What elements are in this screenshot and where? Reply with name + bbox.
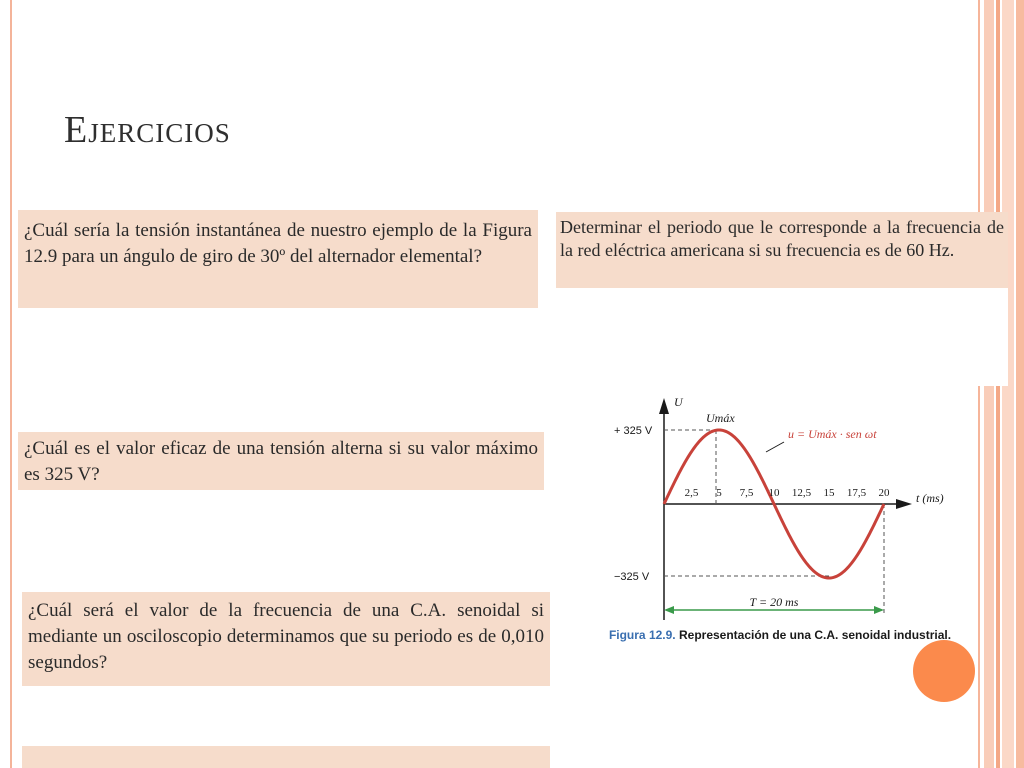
answer-space-4 (22, 686, 550, 746)
question-text: Determinar el periodo que le corresponde a la frecuencia de la red eléctrica americana si su frecuencia es de 60 Hz. (560, 217, 1004, 260)
answer-space-1 (18, 308, 538, 386)
decor-circle (913, 640, 975, 702)
x-tick-label: 20 (878, 487, 890, 499)
question-card-2 (556, 212, 1008, 288)
x-tick-label: 5 (716, 487, 722, 499)
question-card-4 (22, 592, 550, 686)
period-label: T = 20 ms (749, 595, 799, 609)
answer-space-2 (556, 288, 1008, 386)
x-tick-label: 17,5 (846, 487, 867, 499)
formula-pointer (766, 442, 784, 452)
figure-caption (600, 628, 960, 643)
y-axis-arrow (659, 398, 669, 414)
y-axis-label: U (674, 395, 683, 409)
period-arrow-right (874, 606, 884, 614)
question-text: ¿Cuál será el valor de la frecuencia de una C.A. senoidal si mediante un osciloscopio determinamos que su periodo es de 0,010 segundos? (28, 600, 544, 673)
question-text: ¿Cuál sería la tensión instantánea de nuestro ejemplo de la Figura 12.9 para un ángulo de giro de 30º del alternador elemental? (24, 220, 532, 267)
x-tick-label: 15 (823, 487, 835, 499)
x-tick-label: 2,5 (684, 487, 699, 499)
answer-space-3 (18, 490, 544, 576)
x-axis-label: t (ms) (916, 491, 944, 505)
neg-peak-label: −325 V (614, 571, 650, 583)
left-decor-rule (10, 0, 12, 768)
umax-label: Umáx (706, 411, 735, 425)
question-card-1 (18, 210, 538, 308)
x-axis-arrow (896, 499, 912, 509)
period-arrow-left (664, 606, 674, 614)
figure-caption-text: Representación de una C.A. senoidal industrial. (678, 628, 952, 642)
x-tick-label: 12,5 (791, 487, 812, 499)
figure-number: Figura 12.9. (608, 628, 676, 642)
bottom-card-strip (22, 746, 550, 768)
x-tick-label: 10 (768, 487, 780, 499)
pos-peak-label: + 325 V (614, 425, 653, 437)
slide-title: Ejercicios (64, 109, 231, 151)
question-card-3 (18, 432, 544, 490)
question-text: ¿Cuál es el valor eficaz de una tensión alterna si su valor máximo es 325 V? (24, 438, 538, 485)
x-tick-labels (685, 487, 890, 499)
x-tick-label: 7,5 (739, 487, 754, 499)
formula-label: u = Umáx · sen ωt (788, 427, 877, 441)
